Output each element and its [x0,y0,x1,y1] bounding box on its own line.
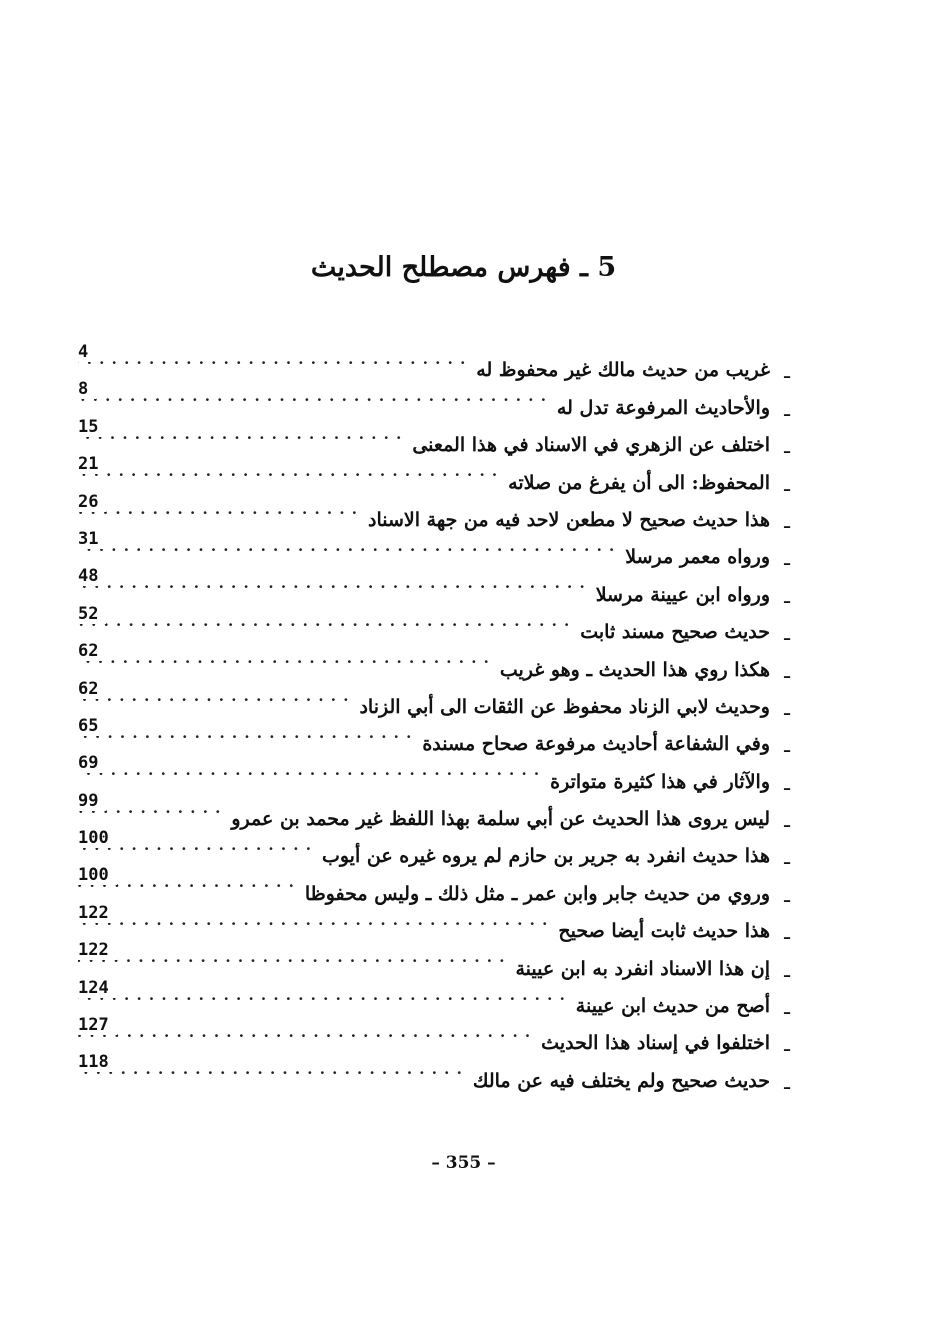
index-entry [78,528,790,572]
entry-page-number: 21 [78,454,106,474]
entry-term: غريب من حديث مالك غير محفوظ له [476,359,770,382]
entry-dash: ـ [784,808,790,833]
index-entry [78,603,790,647]
dot-leader [78,610,576,647]
index-title: 5 ـ فهرس مصطلح الحديث [310,252,617,283]
entry-dash: ـ [784,359,790,384]
entry-page-number: 52 [78,604,106,624]
entry-term: إن هذا الاسناد انفرد به ابن عيينة [515,957,770,980]
entry-term: وحديث لابي الزناد محفوظ عن الثقات الى أبي الزناد [359,695,770,718]
entry-page-number: 65 [78,716,106,736]
dot-leader [78,722,418,759]
entry-page-number: 69 [78,753,106,773]
entry-page-number: 62 [78,679,106,699]
entry-dash: ـ [784,957,790,982]
entry-dash: ـ [784,471,790,496]
entry-term: ورواه ابن عيينة مرسلا [595,583,770,606]
entry-term: اختلف عن الزهري في الاسناد في هذا المعنى [412,434,770,457]
entry-term: هذا حديث انفرد به جرير بن حازم لم يروه غيره عن أيوب [321,845,770,868]
index-entry [78,977,790,1021]
entry-dash: ـ [784,1069,790,1094]
entry-dash: ـ [784,882,790,907]
index-entry [78,1052,790,1095]
entry-page-number: 48 [78,566,106,586]
dot-leader [78,460,504,497]
dot-leader [78,348,472,385]
entry-term: ليس يروى هذا الحديث عن أبي سلمة بهذا اللفظ غير محمد بن عمرو [231,808,770,831]
entry-term: أصح من حديث ابن عيينة [575,995,770,1018]
entry-dash: ـ [784,621,790,646]
index-entry [78,342,790,385]
entry-page-number: 99 [78,791,106,811]
dot-leader [78,535,621,572]
entry-term: ورواه معمر مرسلا [625,546,770,569]
dot-leader [78,385,553,422]
entry-dash: ـ [784,695,790,720]
entry-term: هذا حديث ثابت أيضا صحيح [558,920,770,943]
dot-leader [78,984,572,1021]
dot-leader [78,647,496,684]
entry-dash: ـ [784,658,790,683]
dot-leader [78,423,408,460]
dot-leader [78,685,355,722]
entry-page-number: 100 [78,865,117,885]
dot-leader [78,759,546,796]
terminology-index-list [78,342,790,1096]
entry-term: وفي الشفاعة أحاديث مرفوعة صحاح مسندة [422,733,770,756]
entry-page-number: 8 [78,379,96,399]
entry-page-number: 4 [78,342,96,362]
entry-page-number: 31 [78,529,106,549]
entry-dash: ـ [784,396,790,421]
entry-dash: ـ [784,995,790,1020]
dot-leader [78,572,592,609]
entry-page-number: 122 [78,940,117,960]
index-entry [78,678,790,722]
entry-dash: ـ [784,845,790,870]
dot-leader [78,1021,537,1058]
dot-leader [78,498,364,535]
entry-term: هذا حديث صحيح لا مطعن لاحد فيه من جهة الاسناد [368,508,770,531]
entry-dash: ـ [784,920,790,945]
entry-page-number: 15 [78,417,106,437]
dot-leader [78,1058,469,1095]
entry-dash: ـ [784,508,790,533]
dot-leader [78,909,554,946]
index-entry [78,753,790,796]
entry-page-number: 124 [78,978,117,998]
entry-term: حديث صحيح ولم يختلف فيه عن مالك [472,1069,770,1092]
entry-dash: ـ [784,583,790,608]
entry-page-number: 118 [78,1052,117,1072]
index-entry [78,715,790,759]
entry-term: المحفوظ: الى أن يفرغ من صلاته [508,471,770,494]
index-entry [78,379,790,422]
index-entry [78,416,790,460]
entry-page-number: 62 [78,641,106,661]
index-entry [78,940,790,983]
index-entry [78,865,790,908]
index-entry [78,790,790,834]
entry-term: والآثار في هذا كثيرة متواترة [550,770,770,793]
entry-dash: ـ [784,733,790,758]
page-folio: – 355 – [431,1153,496,1173]
entry-term: وروي من حديث جابر وابن عمر ـ مثل ذلك ـ وليس محفوظا [304,882,770,905]
entry-dash: ـ [784,1032,790,1057]
index-entry [78,454,790,497]
entry-page-number: 26 [78,492,106,512]
entry-dash: ـ [784,770,790,795]
entry-page-number: 100 [78,828,117,848]
entry-dash: ـ [784,546,790,571]
entry-term: والأحاديث المرفوعة تدل له [556,396,770,419]
entry-page-number: 127 [78,1015,117,1035]
index-entry [78,1015,790,1058]
index-entry [78,641,790,684]
entry-term: هكذا روي هذا الحديث ـ وهو غريب [499,658,770,681]
index-entry [78,491,790,535]
index-entry [78,566,790,609]
entry-term: حديث صحيح مسند ثابت [580,621,770,644]
entry-page-number: 122 [78,903,117,923]
dot-leader [78,946,511,983]
entry-dash: ـ [784,434,790,459]
index-entry [78,828,790,871]
entry-term: اختلفوا في إسناد هذا الحديث [541,1032,770,1055]
index-entry [78,902,790,946]
